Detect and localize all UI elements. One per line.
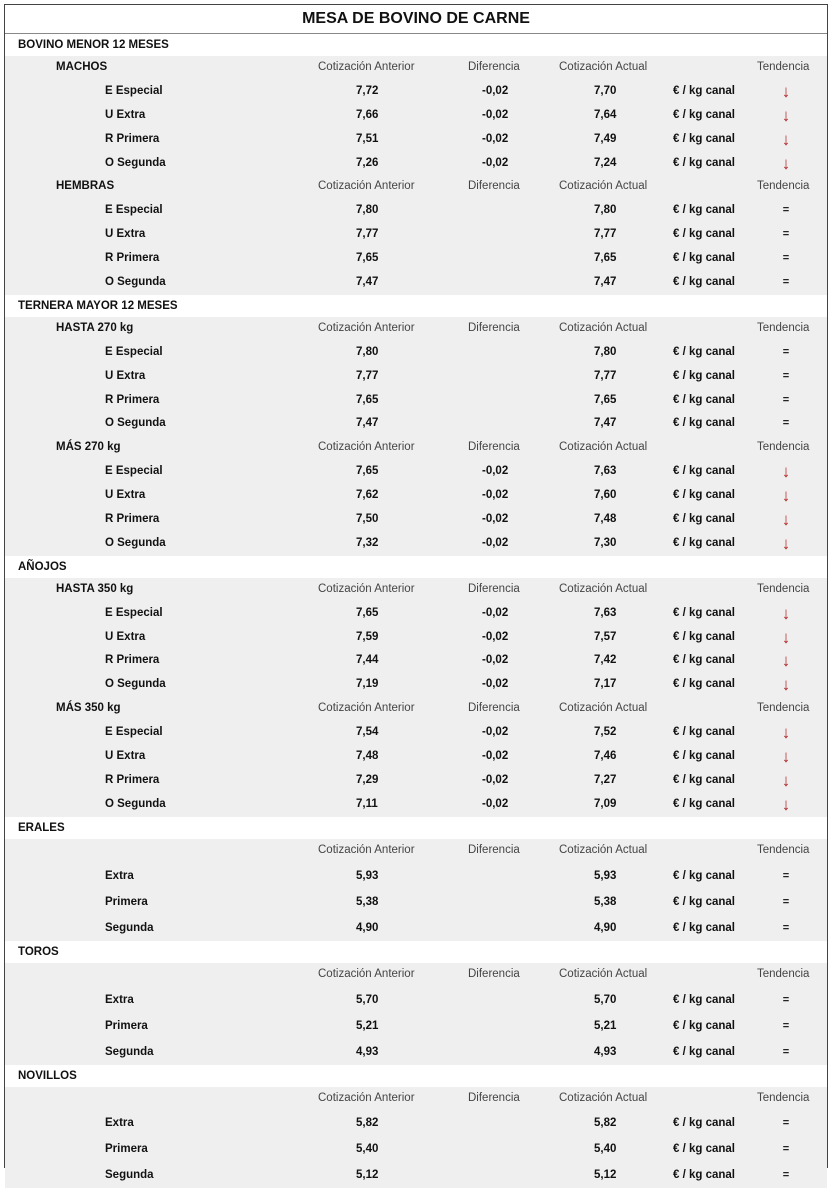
unit-label: € / kg canal — [673, 513, 736, 526]
unit-label: € / kg canal — [673, 606, 736, 619]
unit-label: € / kg canal — [673, 921, 736, 934]
header-diferencia: Diferencia — [468, 582, 520, 595]
cotizacion-actual: 7,70 — [594, 84, 617, 97]
table-row — [5, 104, 827, 128]
group-header-row — [5, 317, 827, 341]
header-diferencia: Diferencia — [468, 1091, 520, 1104]
cotizacion-actual: 7,30 — [594, 536, 617, 549]
cotizacion-anterior: 5,93 — [356, 869, 379, 882]
unit-label: € / kg canal — [673, 750, 736, 763]
header-diferencia: Diferencia — [468, 843, 520, 856]
cotizacion-anterior: 5,40 — [356, 1143, 379, 1156]
diferencia: -0,02 — [482, 465, 509, 478]
trend-down-arrow-icon: ↓ — [781, 627, 791, 647]
table-row — [5, 532, 827, 556]
cotizacion-actual: 5,93 — [594, 869, 617, 882]
table-row — [5, 649, 827, 673]
trend-equal-icon: = — [782, 369, 790, 382]
cotizacion-anterior: 7,59 — [356, 630, 379, 643]
cotizacion-actual: 4,93 — [594, 1045, 617, 1058]
grade-name: O Segunda — [105, 417, 166, 430]
table-row — [5, 915, 827, 941]
cotizacion-actual: 7,47 — [594, 276, 617, 289]
trend-down-arrow-icon: ↓ — [781, 723, 791, 743]
cotizacion-actual: 7,63 — [594, 465, 617, 478]
grade-name: E Especial — [105, 204, 163, 217]
unit-label: € / kg canal — [673, 108, 736, 121]
trend-equal-icon: = — [782, 417, 790, 430]
diferencia: -0,02 — [482, 513, 509, 526]
header-cotizacion-actual: Cotización Actual — [559, 321, 648, 334]
grade-name: O Segunda — [105, 678, 166, 691]
cotizacion-anterior: 7,77 — [356, 228, 379, 241]
group-title: HASTA 350 kg — [56, 582, 134, 595]
trend-down-arrow-icon: ↓ — [781, 462, 791, 482]
table-row — [5, 889, 827, 915]
cotizacion-actual: 5,70 — [594, 993, 617, 1006]
group-header-row — [5, 963, 827, 987]
header-tendencia: Tendencia — [757, 843, 810, 856]
cotizacion-anterior: 7,66 — [356, 108, 379, 121]
diferencia: -0,02 — [482, 726, 509, 739]
trend-down-arrow-icon: ↓ — [781, 129, 791, 149]
header-cotizacion-actual: Cotización Actual — [559, 180, 648, 193]
group-header-row — [5, 175, 827, 199]
diferencia: -0,02 — [482, 773, 509, 786]
header-cotizacion-anterior: Cotización Anterior — [318, 702, 415, 715]
trend-equal-icon: = — [782, 1169, 790, 1182]
cotizacion-actual: 7,17 — [594, 678, 617, 691]
cotizacion-actual: 7,63 — [594, 606, 617, 619]
unit-label: € / kg canal — [673, 869, 736, 882]
group-title: MÁS 270 kg — [56, 441, 121, 454]
header-cotizacion-actual: Cotización Actual — [559, 441, 648, 454]
header-diferencia: Diferencia — [468, 61, 520, 73]
header-cotizacion-anterior: Cotización Anterior — [318, 843, 415, 856]
diferencia: -0,02 — [482, 156, 509, 169]
diferencia: -0,02 — [482, 132, 509, 145]
diferencia: -0,02 — [482, 678, 509, 691]
cotizacion-anterior: 5,21 — [356, 1019, 379, 1032]
cotizacion-actual: 7,46 — [594, 750, 617, 763]
grade-name: E Especial — [105, 726, 163, 739]
cotizacion-actual: 5,40 — [594, 1143, 617, 1156]
cotizacion-anterior: 7,32 — [356, 536, 379, 549]
trend-equal-icon: = — [782, 204, 790, 217]
grade-name: Extra — [105, 869, 134, 882]
header-cotizacion-anterior: Cotización Anterior — [318, 967, 415, 980]
table-row — [5, 721, 827, 745]
grade-name: R Primera — [105, 513, 160, 526]
unit-label: € / kg canal — [673, 465, 736, 478]
trend-down-arrow-icon: ↓ — [781, 770, 791, 790]
cotizacion-actual: 7,09 — [594, 797, 617, 810]
header-cotizacion-actual: Cotización Actual — [559, 702, 648, 715]
unit-label: € / kg canal — [673, 630, 736, 643]
header-diferencia: Diferencia — [468, 967, 520, 980]
table-row — [5, 1110, 827, 1136]
trend-equal-icon: = — [782, 1019, 790, 1032]
grade-name: Primera — [105, 895, 148, 908]
table-row — [5, 152, 827, 176]
cotizacion-anterior: 7,65 — [356, 252, 379, 265]
header-tendencia: Tendencia — [757, 967, 810, 980]
cotizacion-actual: 7,80 — [594, 204, 617, 217]
grade-name: R Primera — [105, 773, 160, 786]
grade-name: R Primera — [105, 132, 160, 145]
unit-label: € / kg canal — [673, 993, 736, 1006]
group-header-row — [5, 436, 827, 460]
trend-down-arrow-icon: ↓ — [781, 675, 791, 695]
cotizacion-actual: 7,64 — [594, 108, 617, 121]
trend-equal-icon: = — [782, 276, 790, 289]
group-title: HEMBRAS — [56, 180, 115, 193]
cotizacion-actual: 7,52 — [594, 726, 617, 739]
cotizacion-anterior: 5,70 — [356, 993, 379, 1006]
diferencia: -0,02 — [482, 630, 509, 643]
unit-label: € / kg canal — [673, 1117, 736, 1130]
grade-name: R Primera — [105, 252, 160, 265]
table-row — [5, 341, 827, 365]
trend-down-arrow-icon: ↓ — [781, 747, 791, 767]
grade-name: O Segunda — [105, 797, 166, 810]
header-diferencia: Diferencia — [468, 321, 520, 334]
grade-name: R Primera — [105, 654, 160, 667]
trend-equal-icon: = — [782, 1045, 790, 1058]
unit-label: € / kg canal — [673, 726, 736, 739]
cotizacion-actual: 7,49 — [594, 132, 617, 145]
trend-down-arrow-icon: ↓ — [781, 486, 791, 506]
grade-name: U Extra — [105, 489, 146, 502]
diferencia: -0,02 — [482, 606, 509, 619]
trend-down-arrow-icon: ↓ — [781, 105, 791, 125]
header-cotizacion-anterior: Cotización Anterior — [318, 180, 415, 193]
cotizacion-actual: 5,82 — [594, 1117, 617, 1130]
grade-name: U Extra — [105, 750, 146, 763]
cotizacion-anterior: 7,65 — [356, 606, 379, 619]
table-row — [5, 793, 827, 817]
diferencia: -0,02 — [482, 84, 509, 97]
trend-down-arrow-icon: ↓ — [781, 153, 791, 173]
price-table — [4, 4, 828, 1182]
cotizacion-anterior: 7,11 — [356, 797, 378, 810]
grade-name: Segunda — [105, 1045, 154, 1058]
grade-name: Primera — [105, 1019, 148, 1032]
cotizacion-anterior: 5,82 — [356, 1117, 379, 1130]
grade-name: R Primera — [105, 393, 160, 406]
trend-down-arrow-icon: ↓ — [781, 603, 791, 623]
table-row — [5, 626, 827, 650]
cotizacion-actual: 7,80 — [594, 345, 617, 358]
table-row — [5, 365, 827, 389]
cotizacion-actual: 7,48 — [594, 513, 617, 526]
grade-name: E Especial — [105, 465, 163, 478]
unit-label: € / kg canal — [673, 132, 736, 145]
section-title: AÑOJOS — [5, 556, 827, 578]
table-row — [5, 460, 827, 484]
header-tendencia: Tendencia — [757, 1091, 810, 1104]
grade-name: O Segunda — [105, 536, 166, 549]
cotizacion-actual: 5,12 — [594, 1169, 617, 1182]
unit-label: € / kg canal — [673, 1143, 736, 1156]
cotizacion-actual: 7,65 — [594, 393, 617, 406]
grade-name: O Segunda — [105, 156, 166, 169]
table-row — [5, 271, 827, 295]
table-row — [5, 128, 827, 152]
cotizacion-anterior: 7,47 — [356, 417, 379, 430]
cotizacion-anterior: 7,54 — [356, 726, 379, 739]
cotizacion-anterior: 7,65 — [356, 393, 379, 406]
cotizacion-actual: 7,27 — [594, 773, 617, 786]
trend-down-arrow-icon: ↓ — [781, 794, 791, 814]
cotizacion-anterior: 7,26 — [356, 156, 379, 169]
cotizacion-actual: 7,60 — [594, 489, 617, 502]
cotizacion-anterior: 7,80 — [356, 345, 379, 358]
group-header-row — [5, 697, 827, 721]
trend-down-arrow-icon: ↓ — [781, 510, 791, 530]
unit-label: € / kg canal — [673, 345, 736, 358]
table-row — [5, 223, 827, 247]
table-row — [5, 1013, 827, 1039]
diferencia: -0,02 — [482, 108, 509, 121]
unit-label: € / kg canal — [673, 84, 736, 97]
unit-label: € / kg canal — [673, 252, 736, 265]
cotizacion-actual: 7,57 — [594, 630, 617, 643]
grade-name: E Especial — [105, 606, 163, 619]
grade-name: O Segunda — [105, 276, 166, 289]
table-row — [5, 484, 827, 508]
header-cotizacion-anterior: Cotización Anterior — [318, 321, 415, 334]
unit-label: € / kg canal — [673, 417, 736, 430]
page-title: MESA DE BOVINO DE CARNE — [5, 5, 827, 34]
table-row — [5, 863, 827, 889]
trend-equal-icon: = — [782, 993, 790, 1006]
unit-label: € / kg canal — [673, 489, 736, 502]
cotizacion-anterior: 7,48 — [356, 750, 379, 763]
table-row — [5, 1039, 827, 1065]
group-header-row — [5, 56, 827, 80]
cotizacion-anterior: 4,90 — [356, 921, 379, 934]
unit-label: € / kg canal — [673, 678, 736, 691]
cotizacion-anterior: 5,12 — [356, 1169, 379, 1182]
header-cotizacion-actual: Cotización Actual — [559, 61, 648, 73]
section-title: TERNERA MAYOR 12 MESES — [5, 295, 827, 317]
cotizacion-anterior: 7,47 — [356, 276, 379, 289]
unit-label: € / kg canal — [673, 773, 736, 786]
table-row — [5, 673, 827, 697]
unit-label: € / kg canal — [673, 204, 736, 217]
grade-name: Extra — [105, 1117, 134, 1130]
section-title: NOVILLOS — [5, 1065, 827, 1087]
trend-equal-icon: = — [782, 1143, 790, 1156]
cotizacion-anterior: 7,80 — [356, 204, 379, 217]
trend-equal-icon: = — [782, 345, 790, 358]
diferencia: -0,02 — [482, 536, 509, 549]
trend-down-arrow-icon: ↓ — [781, 81, 791, 101]
table-row — [5, 987, 827, 1013]
header-cotizacion-anterior: Cotización Anterior — [318, 582, 415, 595]
table-row — [5, 769, 827, 793]
unit-label: € / kg canal — [673, 228, 736, 241]
header-tendencia: Tendencia — [757, 61, 810, 73]
group-header-row — [5, 578, 827, 602]
header-diferencia: Diferencia — [468, 180, 520, 193]
unit-label: € / kg canal — [673, 536, 736, 549]
table-row — [5, 247, 827, 271]
table-row — [5, 199, 827, 223]
group-header-row — [5, 1087, 827, 1111]
trend-equal-icon: = — [782, 252, 790, 265]
cotizacion-actual: 5,21 — [594, 1019, 617, 1032]
table-row — [5, 412, 827, 436]
trend-equal-icon: = — [782, 895, 790, 908]
cotizacion-actual: 7,24 — [594, 156, 617, 169]
trend-equal-icon: = — [782, 393, 790, 406]
table-row — [5, 1162, 827, 1188]
table-row — [5, 389, 827, 413]
header-tendencia: Tendencia — [757, 702, 810, 715]
header-tendencia: Tendencia — [757, 321, 810, 334]
grade-name: Extra — [105, 993, 134, 1006]
unit-label: € / kg canal — [673, 156, 736, 169]
cotizacion-anterior: 7,62 — [356, 489, 379, 502]
unit-label: € / kg canal — [673, 895, 736, 908]
header-cotizacion-actual: Cotización Actual — [559, 582, 648, 595]
group-title: HASTA 270 kg — [56, 321, 134, 334]
group-title: MÁS 350 kg — [56, 702, 121, 715]
header-diferencia: Diferencia — [468, 702, 520, 715]
table-row — [5, 508, 827, 532]
grade-name: U Extra — [105, 369, 146, 382]
cotizacion-actual: 7,42 — [594, 654, 617, 667]
cotizacion-actual: 5,38 — [594, 895, 617, 908]
grade-name: E Especial — [105, 84, 163, 97]
cotizacion-anterior: 4,93 — [356, 1045, 379, 1058]
grade-name: U Extra — [105, 228, 146, 241]
table-body — [5, 34, 827, 1188]
grade-name: U Extra — [105, 108, 146, 121]
cotizacion-anterior: 7,50 — [356, 513, 379, 526]
unit-label: € / kg canal — [673, 276, 736, 289]
cotizacion-actual: 7,77 — [594, 369, 617, 382]
unit-label: € / kg canal — [673, 369, 736, 382]
header-cotizacion-anterior: Cotización Anterior — [318, 441, 415, 454]
trend-equal-icon: = — [782, 921, 790, 934]
cotizacion-anterior: 7,77 — [356, 369, 379, 382]
trend-equal-icon: = — [782, 869, 790, 882]
section-title: ERALES — [5, 817, 827, 839]
unit-label: € / kg canal — [673, 1019, 736, 1032]
header-cotizacion-actual: Cotización Actual — [559, 967, 648, 980]
unit-label: € / kg canal — [673, 797, 736, 810]
header-tendencia: Tendencia — [757, 180, 810, 193]
trend-equal-icon: = — [782, 228, 790, 241]
diferencia: -0,02 — [482, 750, 509, 763]
header-cotizacion-actual: Cotización Actual — [559, 1091, 648, 1104]
group-title: MACHOS — [56, 61, 108, 73]
section-title: BOVINO MENOR 12 MESES — [5, 34, 827, 56]
unit-label: € / kg canal — [673, 1045, 736, 1058]
grade-name: U Extra — [105, 630, 146, 643]
header-cotizacion-actual: Cotización Actual — [559, 843, 648, 856]
cotizacion-actual: 4,90 — [594, 921, 617, 934]
grade-name: Primera — [105, 1143, 148, 1156]
table-row — [5, 1136, 827, 1162]
trend-down-arrow-icon: ↓ — [781, 533, 791, 553]
diferencia: -0,02 — [482, 797, 509, 810]
cotizacion-anterior: 7,51 — [356, 132, 379, 145]
header-tendencia: Tendencia — [757, 582, 810, 595]
cotizacion-actual: 7,65 — [594, 252, 617, 265]
section-title: TOROS — [5, 941, 827, 963]
table-row — [5, 745, 827, 769]
trend-down-arrow-icon: ↓ — [781, 651, 791, 671]
unit-label: € / kg canal — [673, 1169, 736, 1182]
trend-equal-icon: = — [782, 1117, 790, 1130]
cotizacion-actual: 7,47 — [594, 417, 617, 430]
table-row — [5, 602, 827, 626]
table-row — [5, 80, 827, 104]
header-tendencia: Tendencia — [757, 441, 810, 454]
cotizacion-actual: 7,77 — [594, 228, 617, 241]
diferencia: -0,02 — [482, 489, 509, 502]
cotizacion-anterior: 5,38 — [356, 895, 379, 908]
grade-name: Segunda — [105, 921, 154, 934]
unit-label: € / kg canal — [673, 393, 736, 406]
cotizacion-anterior: 7,44 — [356, 654, 379, 667]
unit-label: € / kg canal — [673, 654, 736, 667]
grade-name: Segunda — [105, 1169, 154, 1182]
cotizacion-anterior: 7,65 — [356, 465, 379, 478]
header-cotizacion-anterior: Cotización Anterior — [318, 61, 415, 73]
header-cotizacion-anterior: Cotización Anterior — [318, 1091, 415, 1104]
group-header-row — [5, 839, 827, 863]
cotizacion-anterior: 7,19 — [356, 678, 379, 691]
cotizacion-anterior: 7,29 — [356, 773, 379, 786]
cotizacion-anterior: 7,72 — [356, 84, 379, 97]
diferencia: -0,02 — [482, 654, 509, 667]
grade-name: E Especial — [105, 345, 163, 358]
header-diferencia: Diferencia — [468, 441, 520, 454]
